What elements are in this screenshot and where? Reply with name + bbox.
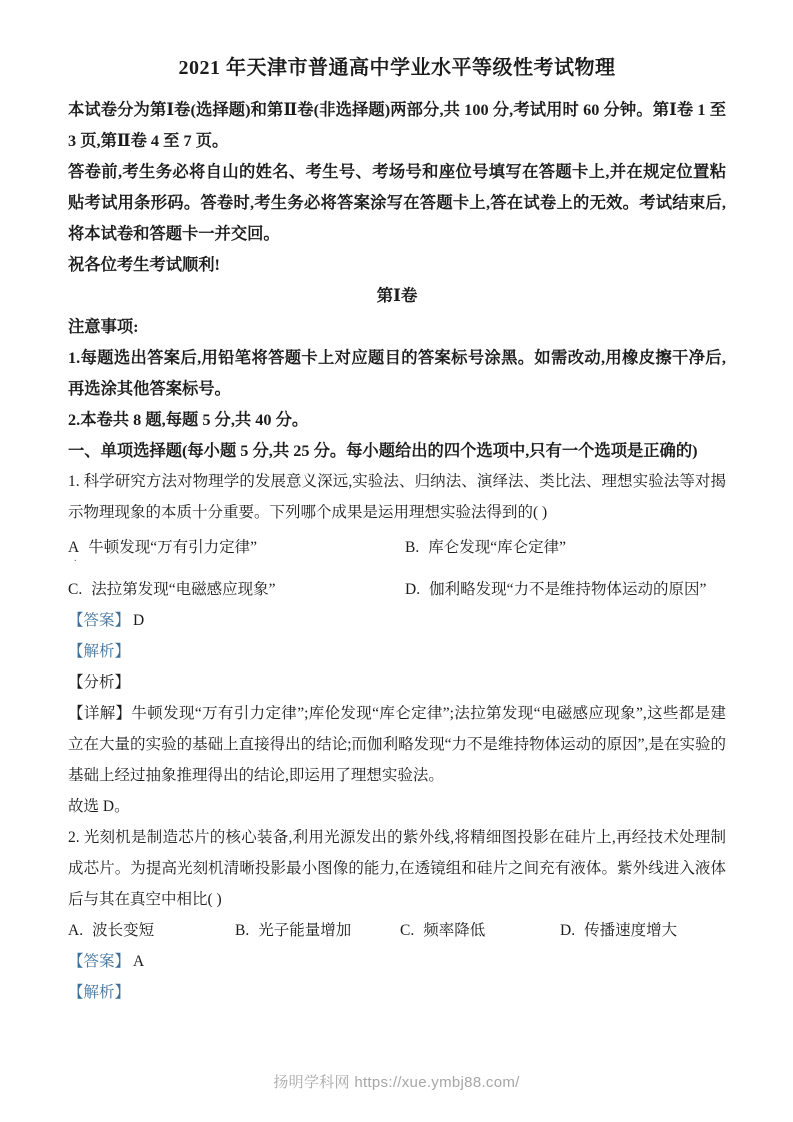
option-c-label: C. [400,922,415,939]
option-b-text: 光子能量增加 [258,922,352,939]
option-a-text: 牛顿发现“万有引力定律” [88,539,257,556]
question-2-option-d [560,915,726,946]
answer-label: 【答案】 [68,612,131,629]
question-1-option-a [68,532,405,563]
jiexi-label: 【解析】 [68,643,131,660]
answer-value: A [133,953,145,970]
option-b-label: B. [405,539,420,556]
question-2-text: 2. 光刻机是制造芯片的核心装备,利用光源发出的紫外线,将精细图投影在硅片上,再经技术处理制成芯片。为提高光刻机清晰投影最小图像的能力,在透镜组和硅片之间充有液体。紫外线进入液体后与其在真空中相比( ) [68,829,726,908]
question-1-fenxi: 【分析】 [68,674,131,691]
question-1-option-b [405,532,726,563]
option-a-label: A. [68,922,84,939]
question-1-option-d [405,574,726,605]
option-d-text: 伽利略发现“力不是维持物体运动的原因” [429,581,707,598]
footer-watermark: 扬明学科网 https://xue.ymbj88.com/ [273,1074,520,1091]
intro-paragraph-3: 祝各位考生考试顺利! [68,255,220,274]
notice-item-2: 2.本卷共 8 题,每题 5 分,共 40 分。 [68,410,309,429]
stray-mark: . [74,553,77,564]
notice-item-1: 1.每题选出答案后,用铅笔将答题卡上对应题目的答案标号涂黑。如需改动,用橡皮擦干净后,再选涂其他答案标号。 [68,348,726,398]
notice-title: 注意事项: [68,317,139,336]
question-2-option-a [68,915,235,946]
question-2-jiexi [68,977,726,1008]
section-heading-volume1: 第Ⅰ卷 [376,286,418,305]
question-2-options [68,915,726,946]
page-title: 2021 年天津市普通高中学业水平等级性考试物理 [178,57,616,79]
option-a-text: 波长变短 [92,922,155,939]
jiexi-label: 【解析】 [68,984,131,1001]
option-d-label: D. [560,922,576,939]
question-2-answer [68,946,726,977]
option-a-label: A [68,539,80,556]
option-d-text: 传播速度增大 [584,922,678,939]
option-d-label: D. [405,581,421,598]
part-title-single-choice: 一、单项选择题(每小题 5 分,共 25 分。每小题给出的四个选项中,只有一个选项是正确的) [68,441,698,460]
option-b-text: 库仑发现“库仑定律” [428,539,566,556]
question-1-text: 1. 科学研究方法对物理学的发展意义深远,实验法、归纳法、演绎法、类比法、理想实验法等对揭示物理现象的本质十分重要。下列哪个成果是运用理想实验法得到的( ) [68,473,726,521]
question-2-option-c [400,915,560,946]
option-c-text: 频率降低 [423,922,486,939]
option-c-label: C. [68,581,83,598]
intro-paragraph-2: 答卷前,考生务必将自山的姓名、考生号、考场号和座位号填写在答题卡上,并在规定位置粘贴考试用条形码。答卷时,考生务必将答案涂写在答题卡上,答在试卷上的无效。考试结束后,将本试卷和答题卡一并交回。 [68,162,726,243]
question-1-conclusion: 故选 D。 [68,798,130,815]
question-2-option-b [235,915,400,946]
question-1-jiexi [68,636,726,667]
intro-paragraph-1: 本试卷分为第Ⅰ卷(选择题)和第Ⅱ卷(非选择题)两部分,共 100 分,考试用时 60 分钟。第Ⅰ卷 1 至 3 页,第Ⅱ卷 4 至 7 页。 [68,100,726,150]
question-1-detail: 【详解】牛顿发现“万有引力定律”;库伦发现“库仑定律”;法拉第发现“电磁感应现象”,这些都是建立在大量的实验的基础上直接得出的结论;而伽利略发现“力不是维持物体运动的原因”,是在实验的基础上经过抽象推理得出的结论,即运用了理想实验法。 [68,705,726,784]
question-1-options [68,532,726,605]
option-c-text: 法拉第发现“电磁感应现象” [91,581,276,598]
question-1-answer [68,605,726,636]
question-1-option-c [68,574,405,605]
answer-label: 【答案】 [68,953,131,970]
option-b-label: B. [235,922,250,939]
answer-value: D [133,612,145,629]
